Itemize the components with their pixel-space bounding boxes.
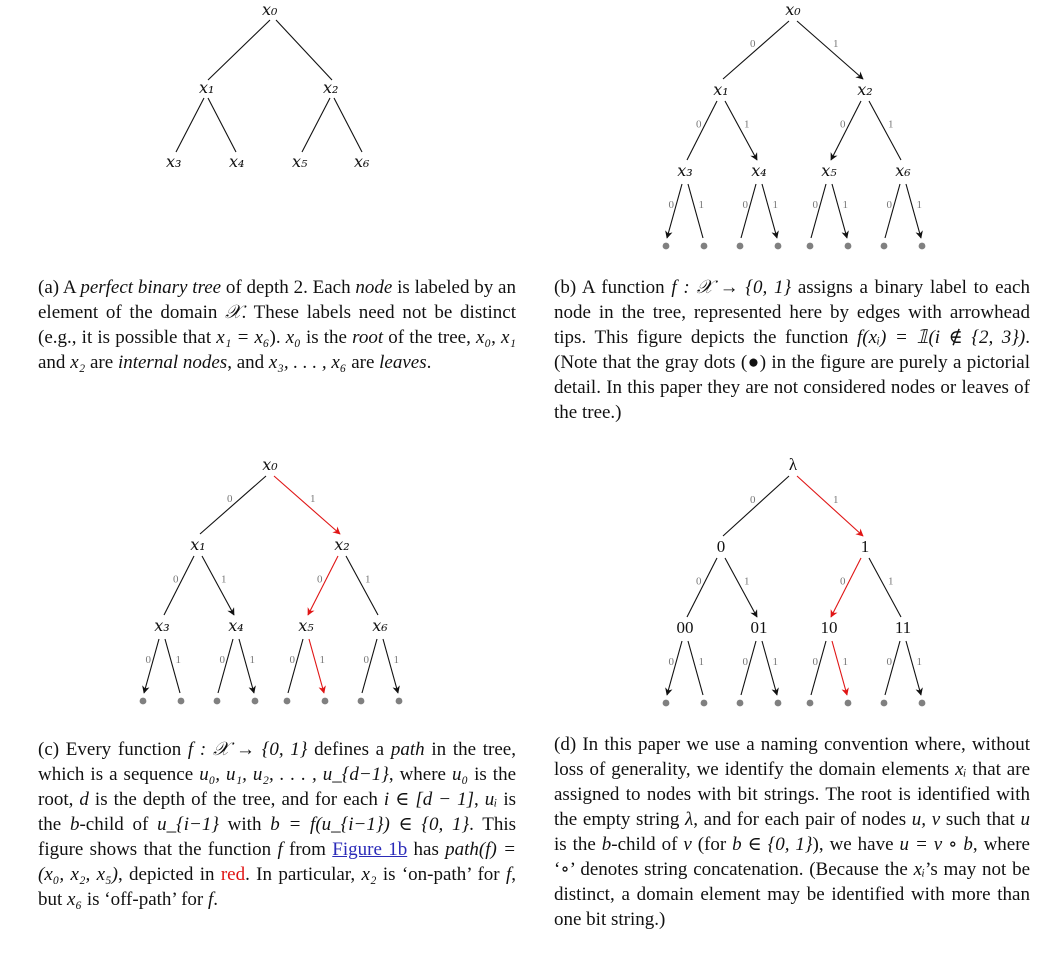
edge-label-0: 0: [750, 38, 756, 50]
node-label-3: x₃: [154, 616, 170, 635]
node-label-6: 11: [894, 618, 912, 637]
gray-dot: [701, 700, 708, 707]
edge-label-1: 1: [310, 493, 316, 505]
edge-label-0: 0: [668, 656, 674, 668]
edge-label-1: 1: [393, 654, 399, 666]
panel-a: [0, 0, 523, 430]
edge-2-5: [831, 101, 861, 160]
edge-x0-x1: [208, 20, 270, 80]
edge-label-0: 0: [317, 573, 323, 586]
edge-label-0: 0: [750, 494, 756, 506]
edge-5-leaf1: [309, 639, 324, 693]
edge-label-0: 0: [840, 575, 846, 588]
gray-dot: [358, 698, 365, 705]
node-label-4: x₄: [751, 161, 767, 180]
tree-c: [0, 455, 523, 715]
edge-6-leaf0: [362, 639, 377, 693]
edge-label-0: 0: [696, 575, 702, 588]
edge-1-3: [164, 556, 194, 615]
node-label-1: x₁: [713, 80, 729, 99]
node-label-4: 01: [750, 618, 768, 637]
gray-dot: [663, 243, 670, 250]
tree-b: [523, 0, 1046, 260]
edge-4-leaf0: [218, 639, 233, 693]
node-label-4: x₄: [228, 616, 244, 635]
node-x5: x₅: [292, 152, 308, 171]
edge-1-3: [687, 558, 717, 617]
edge-label-0: 0: [886, 199, 892, 211]
edge-5-leaf1: [832, 641, 847, 695]
edge-label-0: 0: [742, 199, 748, 211]
edge-5-leaf0: [811, 641, 826, 695]
node-label-2: x₂: [857, 80, 873, 99]
edge-3-leaf1: [165, 639, 180, 693]
edge-3-leaf0: [667, 641, 682, 695]
node-label-2: x₂: [334, 535, 350, 554]
edge-label-0: 0: [812, 199, 818, 211]
gray-dot: [284, 698, 291, 705]
edge-label-1: 1: [319, 654, 325, 666]
gray-dot: [807, 243, 814, 250]
panel-c: [0, 455, 523, 966]
node-x0: x₀: [262, 0, 278, 19]
edge-label-1: 1: [916, 656, 922, 668]
gray-dot: [140, 698, 147, 705]
node-label-2: 1: [860, 537, 870, 556]
node-label-6: x₆: [372, 616, 388, 635]
edge-label-1: 1: [744, 118, 750, 131]
edge-1-4: [725, 558, 757, 617]
node-label-3: 00: [676, 618, 694, 637]
edge-4-leaf1: [239, 639, 254, 693]
edge-1-3: [687, 101, 717, 160]
node-label-1: 0: [716, 537, 726, 556]
edge-label-1: 1: [772, 199, 778, 211]
node-label-1: x₁: [190, 535, 206, 554]
edge-x2-x6: [334, 98, 362, 152]
edge-label-1: 1: [842, 199, 848, 211]
edge-4-leaf1: [762, 641, 777, 695]
edge-label-0: 0: [145, 654, 151, 666]
edge-6-leaf0: [885, 184, 900, 238]
gray-dot: [845, 243, 852, 250]
gray-dot: [845, 700, 852, 707]
tree-a: [0, 0, 523, 260]
caption-a: (a) A perfect binary tree of depth 2. Each node is labeled by an element of the domain 𝒳. These labels need not be distinct (e.g., it is possible that x₁ = x₆). x₀ is the root of the tree, x₀, x₁ and x₂ are internal nodes, and x₃, . . . , x₆ are leaves.: [38, 277, 517, 373]
edge-3-leaf1: [688, 184, 703, 238]
caption-d: (d) In this paper we use a naming convention where, without loss of generality, we identify the domain elements xᵢ that are assigned to nodes with bit strings. The root is identified with the empty string λ, and for each pair of nodes u, v such that u is the b-child of v (for b ∈ {0, 1}), we have u = v ∘ b, where ‘∘’ denotes string concatenation. (Because the xᵢ’s may not be distinct, a domain element may be identified with more than one bit string.): [554, 734, 1030, 930]
node-label-5: 10: [820, 618, 838, 637]
edge-5-leaf0: [811, 184, 826, 238]
edge-x1-x4: [208, 98, 236, 152]
edge-0-2: [797, 476, 863, 536]
edge-2-6: [346, 556, 378, 615]
edge-5-leaf0: [288, 639, 303, 693]
node-label-0: λ: [788, 455, 798, 474]
edge-3-leaf0: [144, 639, 159, 693]
edge-label-1: 1: [175, 654, 181, 666]
edge-label-0: 0: [227, 493, 233, 505]
edge-label-0: 0: [289, 654, 295, 666]
edge-1-4: [725, 101, 757, 160]
edge-3-leaf1: [688, 641, 703, 695]
node-label-0: x₀: [785, 0, 801, 19]
edge-label-1: 1: [365, 573, 371, 586]
edge-label-0: 0: [742, 656, 748, 668]
edge-label-0: 0: [668, 199, 674, 211]
edge-0-2: [797, 21, 863, 79]
edge-2-5: [831, 558, 861, 617]
edge-6-leaf1: [383, 639, 398, 693]
node-label-5: x₅: [298, 616, 314, 635]
edge-3-leaf0: [667, 184, 682, 238]
edge-label-1: 1: [888, 118, 894, 131]
edge-0-2: [274, 476, 340, 534]
edge-6-leaf0: [885, 641, 900, 695]
node-label-3: x₃: [677, 161, 693, 180]
node-x6: x₆: [354, 152, 370, 171]
gray-dot: [881, 700, 888, 707]
edge-x1-x3: [176, 98, 204, 152]
edge-label-1: 1: [916, 199, 922, 211]
edge-x0-x2: [276, 20, 332, 80]
node-label-6: x₆: [895, 161, 911, 180]
tree-d: [523, 455, 1046, 715]
edge-label-1: 1: [744, 575, 750, 588]
edge-label-0: 0: [219, 654, 225, 666]
edge-label-1: 1: [833, 38, 839, 50]
edge-label-0: 0: [886, 656, 892, 668]
caption-b: (b) A function f : 𝒳 → {0, 1} assigns a binary label to each node in the tree, represented here by edges with arrowhead tips. This figure depicts the function f(xᵢ) = 𝟙(i ∉ {2, 3}). (Note that the gray dots (●) in the figure are purely a pictorial detail. In this paper they are not considered nodes or leaves of the tree.): [554, 277, 1030, 423]
edge-0-1: [723, 21, 789, 79]
edge-label-0: 0: [173, 573, 179, 586]
gray-dot: [322, 698, 329, 705]
gray-dot: [807, 700, 814, 707]
gray-dot: [737, 700, 744, 707]
gray-dot: [881, 243, 888, 250]
edge-x2-x5: [302, 98, 330, 152]
edge-0-1: [723, 476, 789, 536]
gray-dot: [396, 698, 403, 705]
node-label-0: x₀: [262, 455, 278, 474]
gray-dot: [701, 243, 708, 250]
gray-dot: [919, 243, 926, 250]
edge-label-1: 1: [772, 656, 778, 668]
gray-dot: [663, 700, 670, 707]
edge-label-1: 1: [698, 199, 704, 211]
panel-d: [523, 455, 1046, 966]
edge-4-leaf1: [762, 184, 777, 238]
node-x2: x₂: [323, 78, 339, 97]
node-x1: x₁: [199, 78, 215, 97]
edge-4-leaf0: [741, 184, 756, 238]
edge-label-1: 1: [249, 654, 255, 666]
edge-2-6: [869, 558, 901, 617]
edge-1-4: [202, 556, 234, 615]
edge-label-1: 1: [221, 573, 227, 586]
caption-c: (c) Every function f : 𝒳 → {0, 1} defines a path in the tree, which is a sequence u₀, u₁, u₂, . . . , u_{d−1}, where u₀ is the root, d is the depth of the tree, and for each i ∈ [d − 1], uᵢ is the b-child of u_{i−1} with b = f(u_{i−1}) ∈ {0, 1}. This figure shows that the function f from Figure 1b has path(f) = (x₀, x₂, x₅), depicted in red. In particular, x₂ is ‘on-path’ for f, but x₆ is ‘off-path’ for f.: [38, 739, 517, 910]
edge-6-leaf1: [906, 184, 921, 238]
edge-2-6: [869, 101, 901, 160]
edge-5-leaf1: [832, 184, 847, 238]
gray-dot: [775, 243, 782, 250]
gray-dot: [178, 698, 185, 705]
node-x4: x₄: [229, 152, 245, 171]
edge-0-1: [200, 476, 266, 534]
edge-label-0: 0: [363, 654, 369, 666]
gray-dot: [252, 698, 259, 705]
edge-label-1: 1: [833, 494, 839, 506]
edge-6-leaf1: [906, 641, 921, 695]
edge-4-leaf0: [741, 641, 756, 695]
edge-label-1: 1: [698, 656, 704, 668]
node-x3: x₃: [166, 152, 182, 171]
node-label-5: x₅: [821, 161, 837, 180]
panel-b: [523, 0, 1046, 430]
gray-dot: [919, 700, 926, 707]
edge-label-0: 0: [696, 118, 702, 131]
gray-dot: [214, 698, 221, 705]
edge-label-0: 0: [812, 656, 818, 668]
gray-dot: [775, 700, 782, 707]
edge-2-5: [308, 556, 338, 615]
gray-dot: [737, 243, 744, 250]
edge-label-1: 1: [842, 656, 848, 668]
figure-1b-link[interactable]: Figure 1b: [332, 839, 408, 860]
edge-label-0: 0: [840, 118, 846, 131]
edge-label-1: 1: [888, 575, 894, 588]
